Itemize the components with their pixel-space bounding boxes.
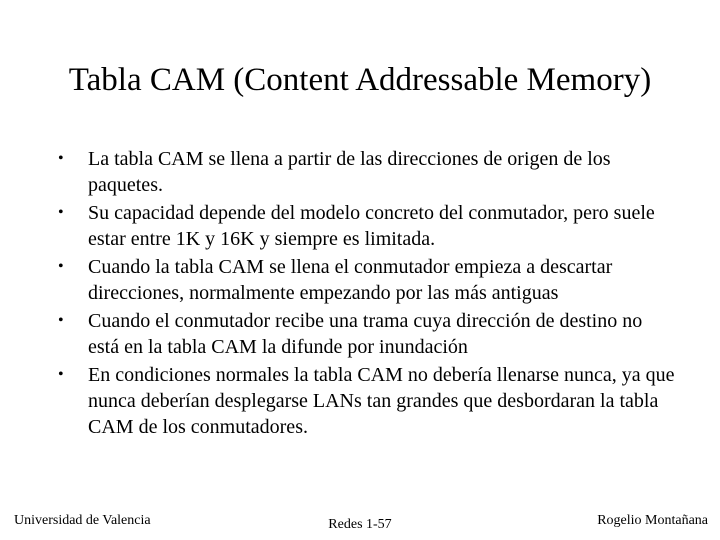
bullet-icon: • — [58, 312, 64, 329]
bullet-item — [58, 308, 678, 360]
slide-title: Tabla CAM (Content Addressable Memory) — [68, 62, 652, 98]
bullet-text: En condiciones normales la tabla CAM no debería llenarse nunca, ya que nunca deberían desplegarse LANs tan grandes que desbordaran la tabla CAM de los conmutadores. — [88, 364, 675, 438]
bullet-text: La tabla CAM se llena a partir de las direcciones de origen de los paquetes. — [88, 148, 611, 196]
bullet-item — [58, 200, 678, 252]
bullet-icon: • — [58, 258, 64, 275]
bullet-item — [58, 146, 678, 198]
bullet-icon: • — [58, 150, 64, 167]
footer-author: Rogelio Montañana — [597, 513, 708, 528]
bullet-text: Cuando el conmutador recibe una trama cuya dirección de destino no está en la tabla CAM la difunde por inundación — [88, 310, 643, 358]
bullet-item — [58, 254, 678, 306]
bullet-list — [58, 146, 678, 440]
footer-page-number: Redes 1-57 — [328, 517, 392, 532]
bullet-icon: • — [58, 204, 64, 221]
footer-institution: Universidad de Valencia — [14, 513, 151, 528]
bullet-item — [58, 362, 678, 440]
bullet-text: Su capacidad depende del modelo concreto del conmutador, pero suele estar entre 1K y 16K y siempre es limitada. — [88, 202, 655, 250]
bullet-icon: • — [58, 366, 64, 383]
bullet-text: Cuando la tabla CAM se llena el conmutador empieza a descartar direcciones, normalmente empezando por las más antiguas — [88, 256, 613, 304]
